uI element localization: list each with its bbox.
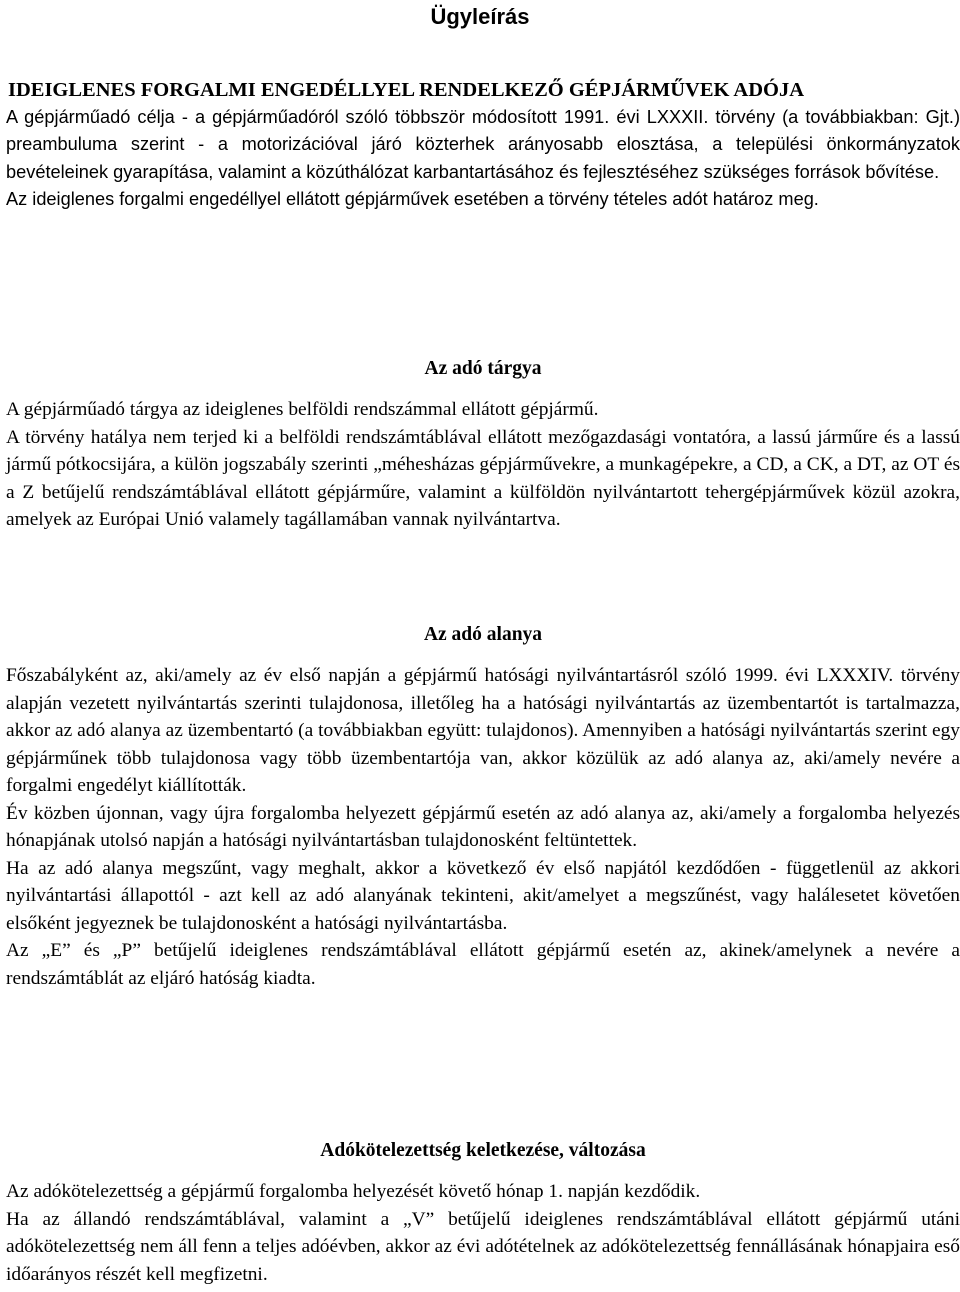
main-heading: IDEIGLENES FORGALMI ENGEDÉLLYEL RENDELKEZŐ GÉPJÁRMŰVEK ADÓJA — [8, 79, 805, 101]
paragraph: Év közben újonnan, vagy újra forgalomba helyezett gépjármű esetén az adó alanya az, aki/amely a forgalomba helyezés hónapjának utolsó napján a hatósági nyilvántartásban tulajdonosként feltüntettek. — [6, 802, 960, 851]
section-body-taxpayer — [6, 662, 960, 992]
paragraph: A törvény hatálya nem terjed ki a belföldi rendszámtáblával ellátott mezőgazdasági vontatóra, a lassú járműre és a lassú jármű pótkocsijára, a külön jogszabály szerinti „méhesházas gépjárművekre, a munkagépekre, a CD, a CK, a DT, az OT és a Z betűjelű rendszámtáblával ellátott gépjárműre, valamint a külföldön nyilvántartott tehergépjárművek közül azokra, amelyek az Európai Unió valamely tagállamában vannak nyilvántartva. — [6, 426, 960, 530]
paragraph: Főszabályként az, aki/amely az év első napján a gépjármű hatósági nyilvántartásról szóló 1999. évi LXXXIV. törvény alapján vezetett nyilvántartás szerinti tulajdonosa, illetőleg ha a hatósági nyilvántartás az üzembentartót is tartalmazza, akkor az adó alanya az üzembentartó (a továbbiakban együtt: tulajdonos). Amennyiben a hatósági nyilvántartás szerint egy gépjárműnek több tulajdonosa vagy több üzembentartója van, akkor közülük az adó alanya az, aki/amely nevére a forgalmi engedélyt kiállították. — [6, 665, 960, 796]
paragraph: Az „E” és „P” betűjelű ideiglenes rendszámtáblával ellátott gépjármű esetén az, akinek/amelynek a nevére a rendszámtáblát az eljáró hatóság kiadta. — [6, 940, 960, 989]
paragraph: Ha az adó alanya megszűnt, vagy meghalt, akkor a következő év első napjától kezdődően - függetlenül az akkori nyilvántartási állapottól - azt kell az adó alanyának tekinteni, akit/amelyet a megszűnést, vagy halálesetet követően elsőként jegyeznek be tulajdonosként a hatósági nyilvántartásba. — [6, 857, 960, 934]
section-heading-obligation: Adókötelezettség keletkezése, változása — [320, 1140, 646, 1161]
section-body-obligation — [6, 1178, 960, 1288]
paragraph: A gépjárműadó tárgya az ideiglenes belföldi rendszámmal ellátott gépjármű. — [6, 399, 599, 420]
section-heading-subject: Az adó tárgya — [424, 358, 542, 379]
paragraph: Ha az állandó rendszámtáblával, valamint a „V” betűjelű ideiglenes rendszámtáblával ellátott gépjármű utáni adókötelezettség nem áll fenn a teljes adóévben, akkor az évi adótételnek az adókötelezettség fennállásának hónapjaira eső időarányos részét kell megfizetni. — [6, 1208, 960, 1285]
document-title: Ügyleírás — [430, 4, 530, 29]
section-body-subject — [6, 396, 960, 534]
intro-paragraph: A gépjárműadó célja - a gépjárműadóról szóló többször módosított 1991. évi LXXXII. törvény (a továbbiakban: Gjt.) preambuluma szerint - a motorizációval járó közterhek arányosabb elosztása, a települési önkormányzatok bevételeinek gyarapítása, valamint a közúthálózat karbantartásához és fejlesztéséhez szükséges források bővítése. — [6, 107, 960, 182]
paragraph: Az adókötelezettség a gépjármű forgalomba helyezését követő hónap 1. napján kezdődik. — [6, 1181, 701, 1202]
intro-block — [6, 104, 960, 213]
section-heading-taxpayer: Az adó alanya — [423, 624, 543, 645]
intro-paragraph: Az ideiglenes forgalmi engedéllyel ellátott gépjárművek esetében a törvény tételes adót határoz meg. — [6, 188, 819, 209]
